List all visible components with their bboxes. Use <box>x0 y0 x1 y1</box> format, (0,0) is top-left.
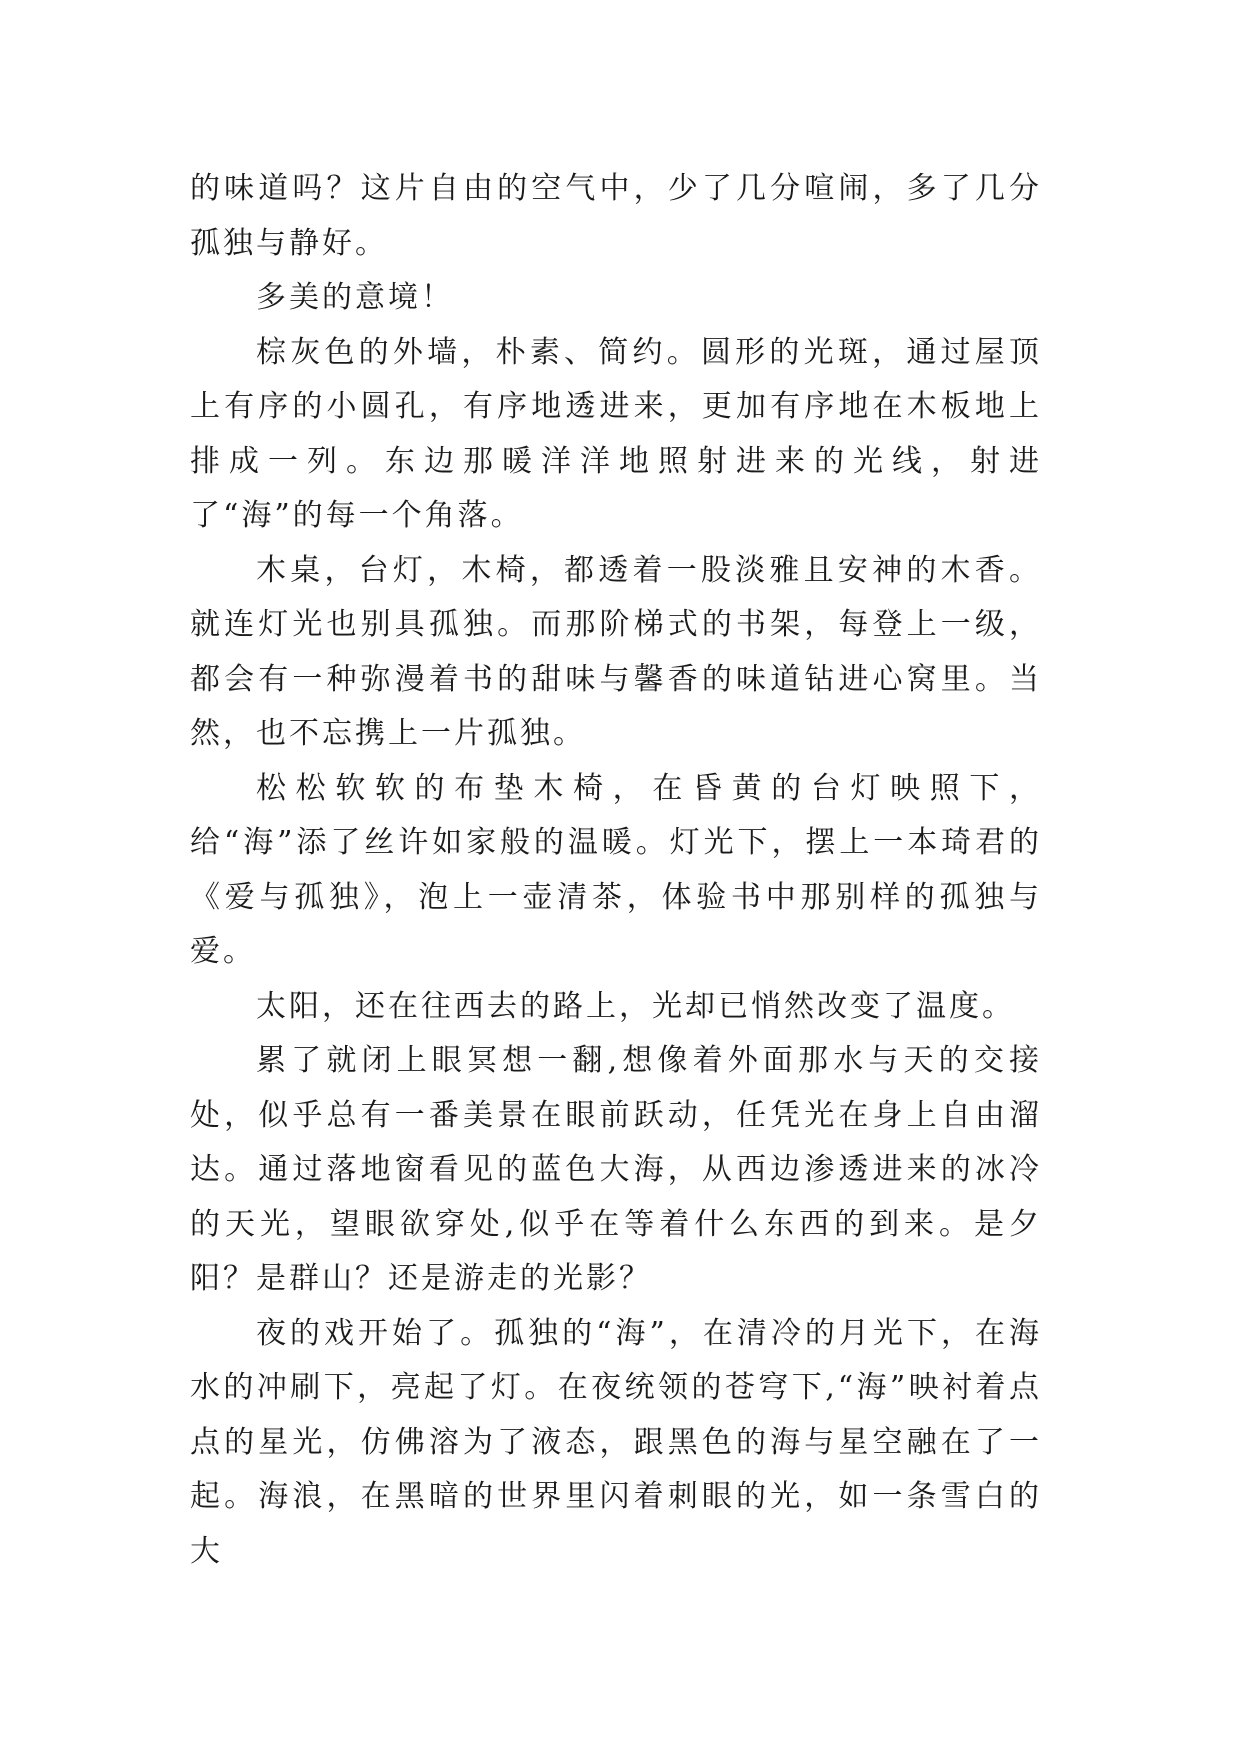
paragraph: 多美的意境！ <box>256 280 454 315</box>
document-body <box>190 162 1042 1579</box>
paragraph: 松松软软的布垫木椅，在昏黄的台灯映照下，给“海”添了丝许如家般的温暖。灯光下，摆上一本琦君的《爱与孤独》，泡上一壶清茶，体验书中那别样的孤独与爱。 <box>190 770 1042 969</box>
paragraph: 夜的戏开始了。孤独的“海”，在清冷的月光下，在海水的冲刷下，亮起了灯。在夜统领的苍穹下,“海”映衬着点点的星光，仿佛溶为了液态，跟黑色的海与星空融在了一起。海浪，在黑暗的世界里闪着刺眼的光，如一条雪白的大 <box>190 1315 1042 1569</box>
paragraph: 太阳，还在往西去的路上，光却已悄然改变了温度。 <box>256 988 1015 1024</box>
paragraph: 累了就闭上眼冥想一翻,想像着外面那水与天的交接处，似乎总有一番美景在眼前跃动，任凭光在身上自由溜达。通过落地窗看见的蓝色大海，从西边渗透进来的冰冷的天光，望眼欲穿处,似乎在等着什么东西的到来。是夕阳？是群山？还是游走的光影？ <box>190 1043 1042 1296</box>
paragraph: 的味道吗？这片自由的空气中，少了几分喧闹，多了几分孤独与静好。 <box>190 171 1042 261</box>
paragraph: 木桌，台灯，木椅，都透着一股淡雅且安神的木香。就连灯光也别具孤独。而那阶梯式的书架，每登上一级，都会有一种弥漫着书的甜味与馨香的味道钻进心窝里。当然，也不忘携上一片孤独。 <box>190 552 1042 751</box>
paragraph: 棕灰色的外墙，朴素、简约。圆形的光斑，通过屋顶上有序的小圆孔，有序地透进来，更加有序地在木板地上排成一列。东边那暖洋洋地照射进来的光线，射进了“海”的每一个角落。 <box>190 334 1042 533</box>
